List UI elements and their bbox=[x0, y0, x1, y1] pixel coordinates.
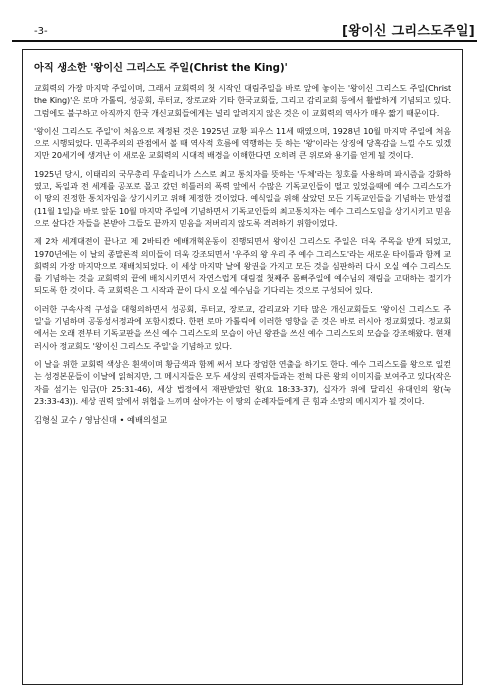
paragraph-6: 이 날을 위한 교회력 색상은 흰색이며 황금색과 함께 써서 보다 장엄한 연출을 하기도 한다. 예수 그리스도를 왕으로 일컫는 성경본문들이 이날에 읽혀지만, 그 메시지들은 모두 세상의 권력자들과는 전혀 다른 왕의 이미지를 보여주고 있다(작은 자를 섬기는 임금(마 25:31-46), 세상 법정에서 재판받았던 왕(요 18:33-37), 십자가 위에 달리신 유대인의 왕(눅 23:33-43)). 세상 권력 앞에서 위협을 느끼며 살아가는 이 땅의 순례자들에게 큰 힘과 소망의 메시지가 될 것이다. bbox=[34, 359, 451, 406]
paragraph-4: 제 2차 세계대전이 끝나고 제 2바티칸 에배개혁운동이 진행되면서 왕이신 그리스도 주일은 더욱 주목을 받게 되었고, 1970년에는 이 날의 종말론적 의미들이 더욱 강조되면서 '우주의 왕 우리 주 예수 그리스도'라는 새로운 타이틀과 함께 교회력의 가장 마지막으로 재배치되었다. 이 세상 마지막 날에 왕권을 가지고 모든 것을 심판하러 다시 오실 예수 그리스도를 기념하는 것을 교회력의 끝에 배치시키면서 자연스럽게 대림절 첫째주 몸뻐주일에 예수님의 재림을 고대하는 절기가 되도록 한 것이다. 즉 교회력은 그 시작과 끝이 다시 오실 예수님을 기다리는 것으로 구성되어 있다. bbox=[34, 237, 451, 296]
author-byline: 김형실 교수 / 영남신대 • 예배의설교 bbox=[34, 415, 168, 426]
paragraph-1: 교회력의 가장 마지막 주일이며, 그래서 교회력의 첫 시작인 대림주일을 바로 앞에 놓이는 '왕이신 그리스도 주일(Christ the King)'은 로마 가톨릭, 성공회, 루터교, 장로교와 기타 한국교회들, 그리고 감리교회 등에서 활발하게 기념되고 있다. 그럼에도 불구하고 아직까지 한국 개신교회들에게는 널리 알려지지 않은 것은 이 교회력의 역사가 매우 짧기 때문이다. bbox=[34, 84, 451, 118]
publication-title: [왕이신 그리스도주일] bbox=[341, 24, 475, 39]
article-title: 아직 생소한 '왕이신 그리스도 주일(Christ the King)' bbox=[34, 63, 288, 74]
article-frame bbox=[22, 49, 463, 685]
paragraph-3: 1925년 당시, 이태리의 국무총리 무솔리니가 스스로 최고 통치자를 뜻하는 '두체'라는 칭호를 사용하며 파시즘을 강화하였고, 독일과 전 세계를 공포로 몰고 갔던 히틀러의 폭력 앞에서 수많은 기독교인들이 떨고 있었을때에 예수 그리스도가 이 땅의 진정한 통치자임을 상기시키고 위해 제정한 것이었다. 예식일을 위해 살았던 모든 기독교인들을 기념하는 만성절(11월 1일)을 바로 앞둔 10월 마지막 주일에 기념하면서 기독교인들의 최고통치자는 예수 그리스도임을 상기시키고 믿음으로 살다간 자들을 본받아 그들도 끝까지 믿음을 저버리지 않도록 격려하기 위함이었다. bbox=[34, 169, 451, 228]
paragraph-2: '왕이신 그리스도 주일'이 처음으로 제정된 것은 1925년 교황 피우스 11세 때였으며, 1928년 10월 마지막 주일에 처음으로 시행되었다. 민족주의의 관점에서 볼 때 역사적 흐름에 역행하는 듯 하는 '왕'이라는 상징에 당혹감을 느낄 수도 있겠지만 20세기에 생겨난 이 새로운 교회력의 시대적 배경을 이해한다면 오히려 큰 위로와 용기를 얻게 될 것이다. bbox=[34, 126, 451, 161]
page-number: -3- bbox=[34, 26, 48, 37]
paragraph-5: 이러한 구속사적 구성을 대형의하면서 성공회, 루터교, 장로교, 감리교와 기타 많은 개신교회들도 '왕이신 그리스도 주일'을 기념하며 공동성서정과에 포함시켰다. 한편 로마 가톨릭에 이러한 영향을 준 것은 바로 러시아 정교회였다. 정교회에서는 오래 전부터 기독교판을 쓰신 예수 그리스도의 모습이 아닌 왕관을 쓰신 예수 그리스도의 모습을 강조해왔다. 현재 러시아 정교회도 '왕이신 그리스도 주일'을 기념하고 있다. bbox=[34, 304, 451, 351]
header-rule bbox=[12, 40, 477, 42]
